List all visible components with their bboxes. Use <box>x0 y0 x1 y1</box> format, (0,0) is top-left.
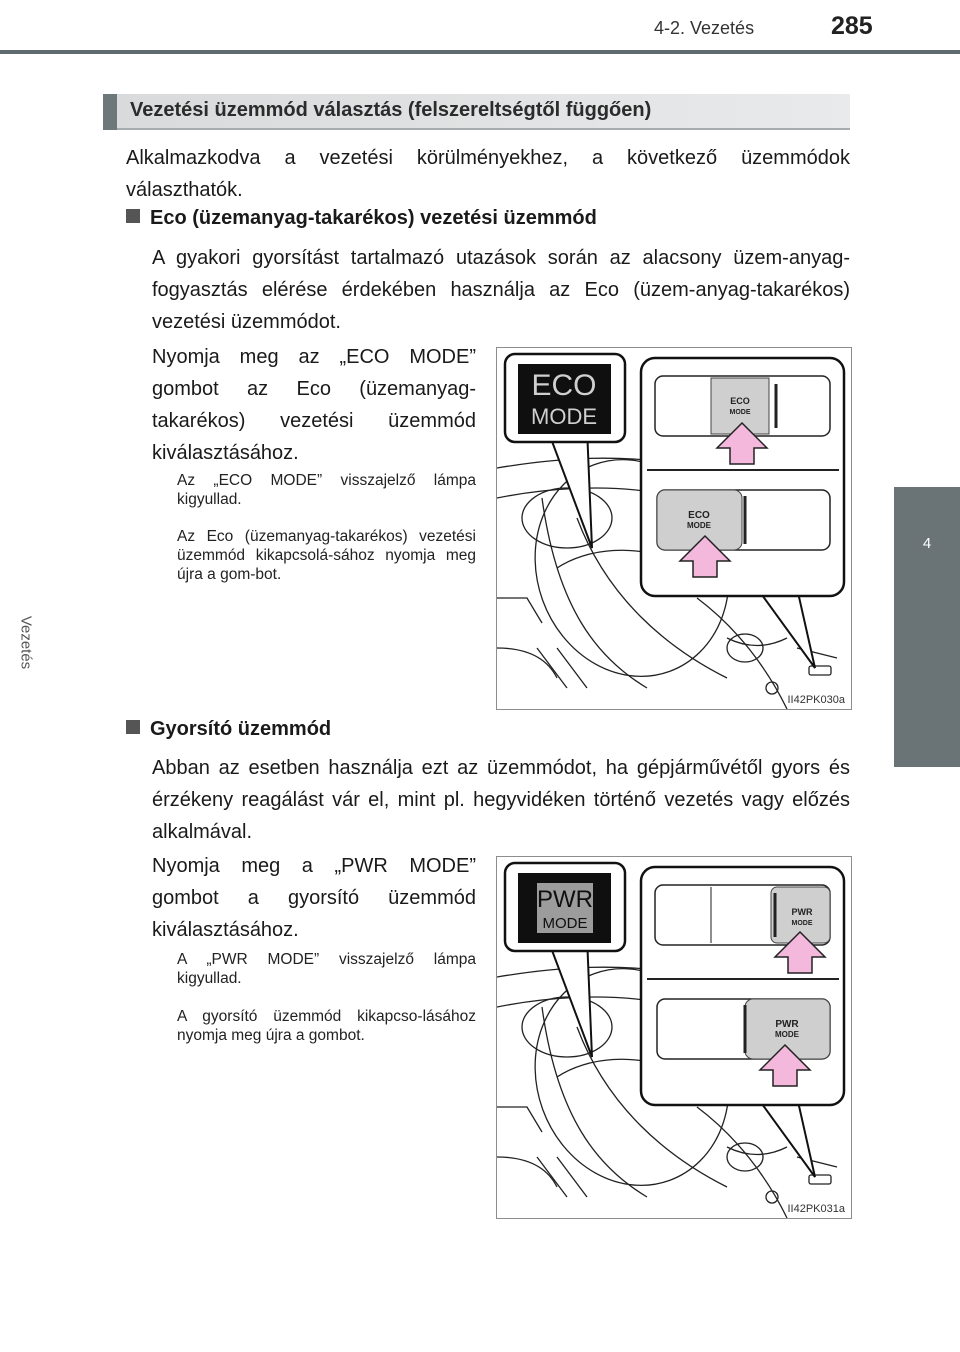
eco-note-1: Az „ECO MODE” visszajelző lámpa kigyullad. <box>177 472 476 508</box>
pwr-figure-code: II42PK031a <box>787 1203 845 1215</box>
pwr-illustration <box>497 857 851 1218</box>
section-heading <box>103 94 850 130</box>
eco-indicator-line2: MODE <box>531 404 597 429</box>
pwr-figure <box>496 856 852 1219</box>
eco-instruction: Nyomja meg az „ECO MODE” gombot az Eco (üzemanyag-takarékos) vezetési üzemmód kiválasztásához. <box>152 346 476 464</box>
section-heading-bar <box>103 94 117 130</box>
running-header-section: 4-2. Vezetés <box>654 18 755 38</box>
pwr-button-label1: PWR <box>775 1019 799 1030</box>
eco-heading <box>126 207 597 230</box>
section-title: Vezetési üzemmód választás (felszereltségtől függően) <box>130 99 652 121</box>
bullet-square-icon <box>126 720 140 734</box>
eco-button-label2: MODE <box>687 521 711 530</box>
header-rule <box>0 50 960 54</box>
eco-switch-label2: MODE <box>729 409 751 416</box>
page-number: 285 <box>831 12 873 40</box>
eco-illustration <box>497 348 851 709</box>
pwr-heading-text: Gyorsító üzemmód <box>150 718 332 740</box>
pwr-heading <box>126 718 331 741</box>
intro-paragraph: Alkalmazkodva a vezetési körülményekhez, a következő üzemmódok választhatók. <box>126 147 850 201</box>
eco-button-label1: ECO <box>688 510 710 521</box>
pwr-indicator-line2: MODE <box>542 915 588 932</box>
eco-indicator-line1: ECO <box>531 369 597 402</box>
eco-figure-code: II42PK030a <box>787 694 845 706</box>
pwr-description: Abban az esetben használja ezt az üzemmódot, ha gépjárművétől gyors és érzékeny reagálást vár el, mint pl. hegyvidéken történő vezetés vagy előzés alkalmával. <box>152 757 850 843</box>
eco-note-2: Az Eco (üzemanyag-takarékos) vezetési üzemmód kikapcsolá-sához nyomja meg újra a gom-bot. <box>177 528 476 583</box>
chapter-tab <box>894 487 960 767</box>
pwr-indicator-line1: PWR <box>537 886 593 913</box>
bullet-square-icon <box>126 209 140 223</box>
chapter-label-wrap <box>6 604 46 684</box>
pwr-note-1: A „PWR MODE” visszajelző lámpa kigyullad. <box>177 951 476 987</box>
pwr-instruction: Nyomja meg a „PWR MODE” gombot a gyorsító üzemmód kiválasztásához. <box>152 855 476 941</box>
pwr-switch-label2: MODE <box>791 920 813 927</box>
chapter-number: 4 <box>922 535 932 552</box>
pwr-note-2: A gyorsító üzemmód kikapcso-lásához nyomja meg újra a gombot. <box>177 1008 476 1044</box>
chapter-label: Vezetés <box>17 615 35 670</box>
eco-figure <box>496 347 852 710</box>
pwr-switch-label1: PWR <box>791 907 813 917</box>
eco-description: A gyakori gyorsítást tartalmazó utazások során az alacsony üzem-anyag-fogyasztás elérése érdekében használja az Eco (üzem-anyag-takarékos) vezetési üzemmódot. <box>152 247 850 333</box>
eco-heading-text: Eco (üzemanyag-takarékos) vezetési üzemmód <box>150 207 597 229</box>
eco-switch-label1: ECO <box>730 396 750 406</box>
pwr-button-label2: MODE <box>775 1030 799 1039</box>
